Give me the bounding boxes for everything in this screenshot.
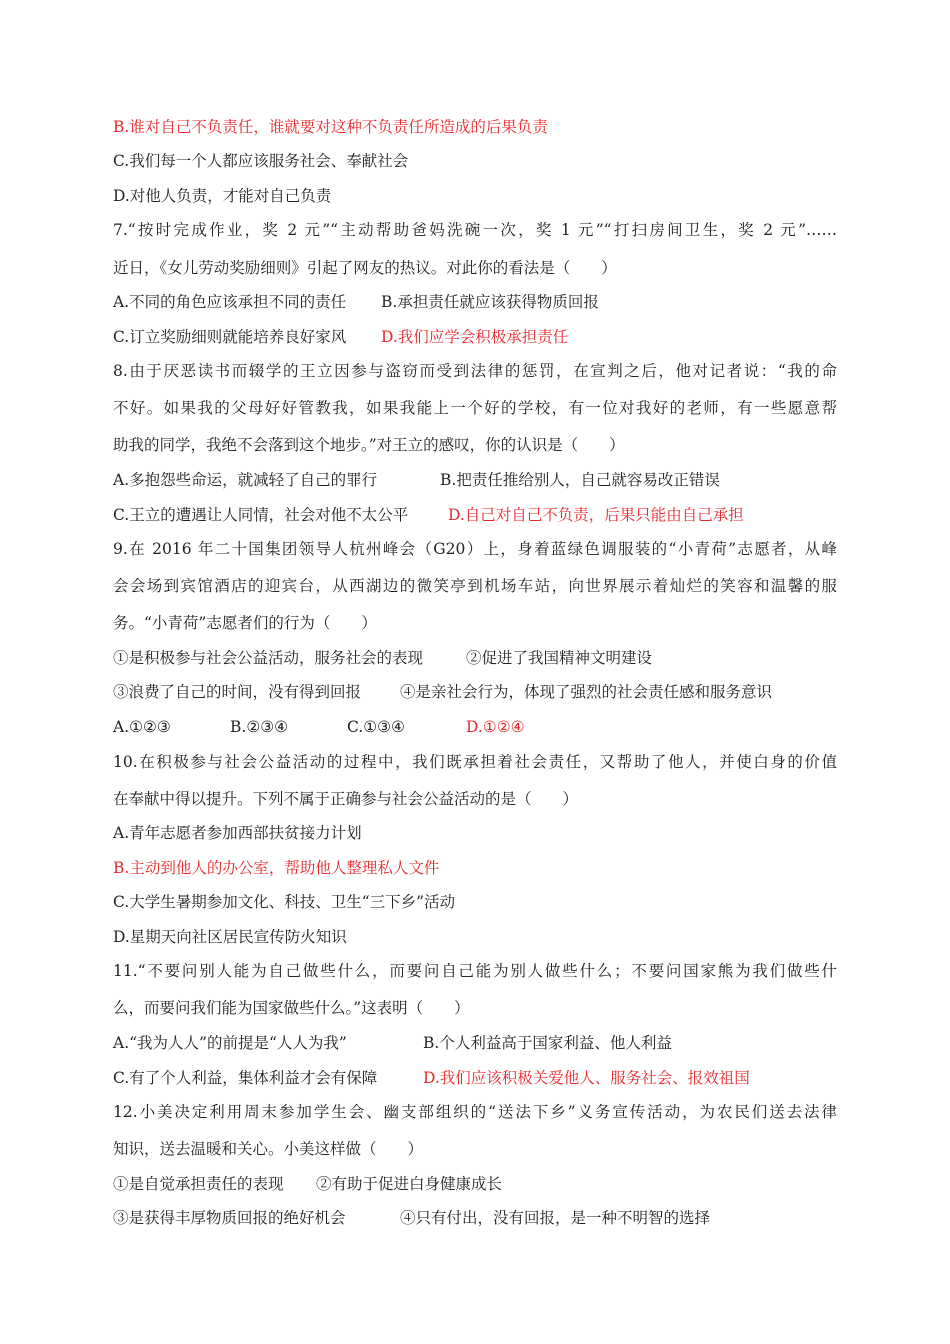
question-text: C.我们每一个人都应该服务社会、奉献社会 xyxy=(113,152,409,170)
question-text: ①是自觉承担责任的表现 xyxy=(113,1175,284,1193)
text-line xyxy=(113,185,837,207)
text-line xyxy=(113,1173,837,1195)
text-line xyxy=(113,291,837,313)
text-line xyxy=(113,326,837,348)
text-line xyxy=(113,257,837,279)
text-line xyxy=(113,681,837,703)
text-line xyxy=(113,1067,837,1089)
question-text: 9.在 2016 年二十国集团领导人杭州峰会（G20）上，身着蓝绿色调服装的“小青荷”志愿者，从峰 xyxy=(113,540,837,558)
text-line xyxy=(113,647,837,669)
question-text: ④只有付出，没有回报，是一种不明智的选择 xyxy=(400,1209,711,1227)
text-line xyxy=(113,1207,837,1229)
question-text: ②有助于促进白身健康成长 xyxy=(316,1175,503,1193)
question-text: ①是积极参与社会公益活动，服务社会的表现 xyxy=(113,649,424,667)
text-line xyxy=(113,360,837,382)
text-line xyxy=(113,716,837,738)
question-text: ④是亲社会行为，体现了强烈的社会责任感和服务意识 xyxy=(400,683,773,701)
question-text: C.有了个人利益，集体利益才会有保障 xyxy=(113,1069,378,1087)
question-text: 务。“小青荷”志愿者们的行为（ ） xyxy=(113,614,377,632)
text-line xyxy=(113,504,837,526)
text-line xyxy=(113,469,837,491)
text-line xyxy=(113,612,837,634)
question-text: B.把责任推给别人，自己就容易改正错误 xyxy=(440,471,720,489)
answer-text: B.主动到他人的办公室，帮助他人整理私人文件 xyxy=(113,859,440,877)
question-text: B.个人利益高于国家利益、他人利益 xyxy=(423,1034,672,1052)
question-text: 么，而要问我们能为国家做些什么。”这表明（ ） xyxy=(113,999,470,1017)
answer-text: D.①②④ xyxy=(466,718,525,736)
question-text: C.大学生暑期参加文化、科技、卫生“三下乡”活动 xyxy=(113,893,456,911)
text-line xyxy=(113,397,837,419)
question-text: 助我的同学，我绝不会落到这个地步。”对王立的感叹，你的认识是（ ） xyxy=(113,436,625,454)
question-text: 知识，送去温暖和关心。小美这样做（ ） xyxy=(113,1140,424,1158)
text-line xyxy=(113,857,837,879)
text-line xyxy=(113,219,837,241)
text-line xyxy=(113,150,837,172)
text-line xyxy=(113,822,837,844)
question-text: 不好。如果我的父母好好管教我，如果我能上一个好的学校，有一位对我好的老师，有一些愿意帮 xyxy=(113,399,837,417)
question-text: D.对他人负责，才能对自己负责 xyxy=(113,187,332,205)
text-line xyxy=(113,1101,837,1123)
text-line xyxy=(113,1138,837,1160)
text-line xyxy=(113,997,837,1019)
question-text: 在奉献中得以提升。下列不属于正确参与社会公益活动的是（ ） xyxy=(113,790,579,808)
text-line xyxy=(113,1032,837,1054)
question-text: 12.小美决定利用周末参加学生会、幽支部组织的“送法下乡”义务宣传活动，为农民们送去法律 xyxy=(113,1103,837,1121)
question-text: 会会场到宾馆酒店的迎宾台，从西湖边的微笑亭到机场车站，向世界展示着灿烂的笑容和温馨的服 xyxy=(113,577,837,595)
answer-text: D.我们应学会积极承担责任 xyxy=(381,328,569,346)
text-line xyxy=(113,926,837,948)
question-text: 11.“不要问别人能为自己做些什么，而要问自己能为别人做些什么；不要问国家熊为我们做些什 xyxy=(113,962,837,980)
text-line xyxy=(113,434,837,456)
question-text: ②促进了我国精神文明建设 xyxy=(466,649,653,667)
text-line xyxy=(113,575,837,597)
question-text: ③是获得丰厚物质回报的绝好机会 xyxy=(113,1209,346,1227)
text-line xyxy=(113,960,837,982)
question-text: C.①③④ xyxy=(347,718,405,736)
answer-text: B.谁对自己不负责任，谁就要对这种不负责任所造成的后果负责 xyxy=(113,118,548,136)
question-text: A.多抱怨些命运，就减轻了自己的罪行 xyxy=(113,471,378,489)
question-text: A.不同的角色应该承担不同的责任 xyxy=(113,293,347,311)
question-text: 7.“按时完成作业，奖 2 元”“主动帮助爸妈洗碗一次，奖 1 元”“打扫房间卫生，奖 2 元”…… xyxy=(113,221,837,239)
text-line xyxy=(113,891,837,913)
question-text: 8.由于厌恶读书而辍学的王立因参与盗窃而受到法律的惩罚，在宣判之后，他对记者说：“我的命 xyxy=(113,362,837,380)
question-text: B.承担责任就应该获得物质回报 xyxy=(381,293,599,311)
question-text: A.“我为人人”的前提是“人人为我” xyxy=(113,1034,347,1052)
text-line xyxy=(113,538,837,560)
text-line xyxy=(113,751,837,773)
question-text: B.②③④ xyxy=(230,718,289,736)
question-text: 近日，《女儿劳动奖励细则》引起了网友的热议。对此你的看法是（ ） xyxy=(113,259,617,277)
text-line xyxy=(113,116,837,138)
question-text: A.青年志愿者参加西部扶贫接力计划 xyxy=(113,824,362,842)
question-text: 10.在积极参与社会公益活动的过程中，我们既承担着社会责任，又帮助了他人，并使白身的价值 xyxy=(113,753,837,771)
question-text: C.王立的遭遇让人同情，社会对他不太公平 xyxy=(113,506,409,524)
question-text: C.订立奖励细则就能培养良好家风 xyxy=(113,328,347,346)
question-text: A.①②③ xyxy=(113,718,171,736)
answer-text: D.我们应该积极关爱他人、服务社会、报效祖国 xyxy=(423,1069,750,1087)
text-line xyxy=(113,788,837,810)
answer-text: D.自己对自己不负责，后果只能由自己承担 xyxy=(448,506,744,524)
question-text: D.星期天向社区居民宣传防火知识 xyxy=(113,928,347,946)
question-text: ③浪费了自己的时间，没有得到回报 xyxy=(113,683,362,701)
